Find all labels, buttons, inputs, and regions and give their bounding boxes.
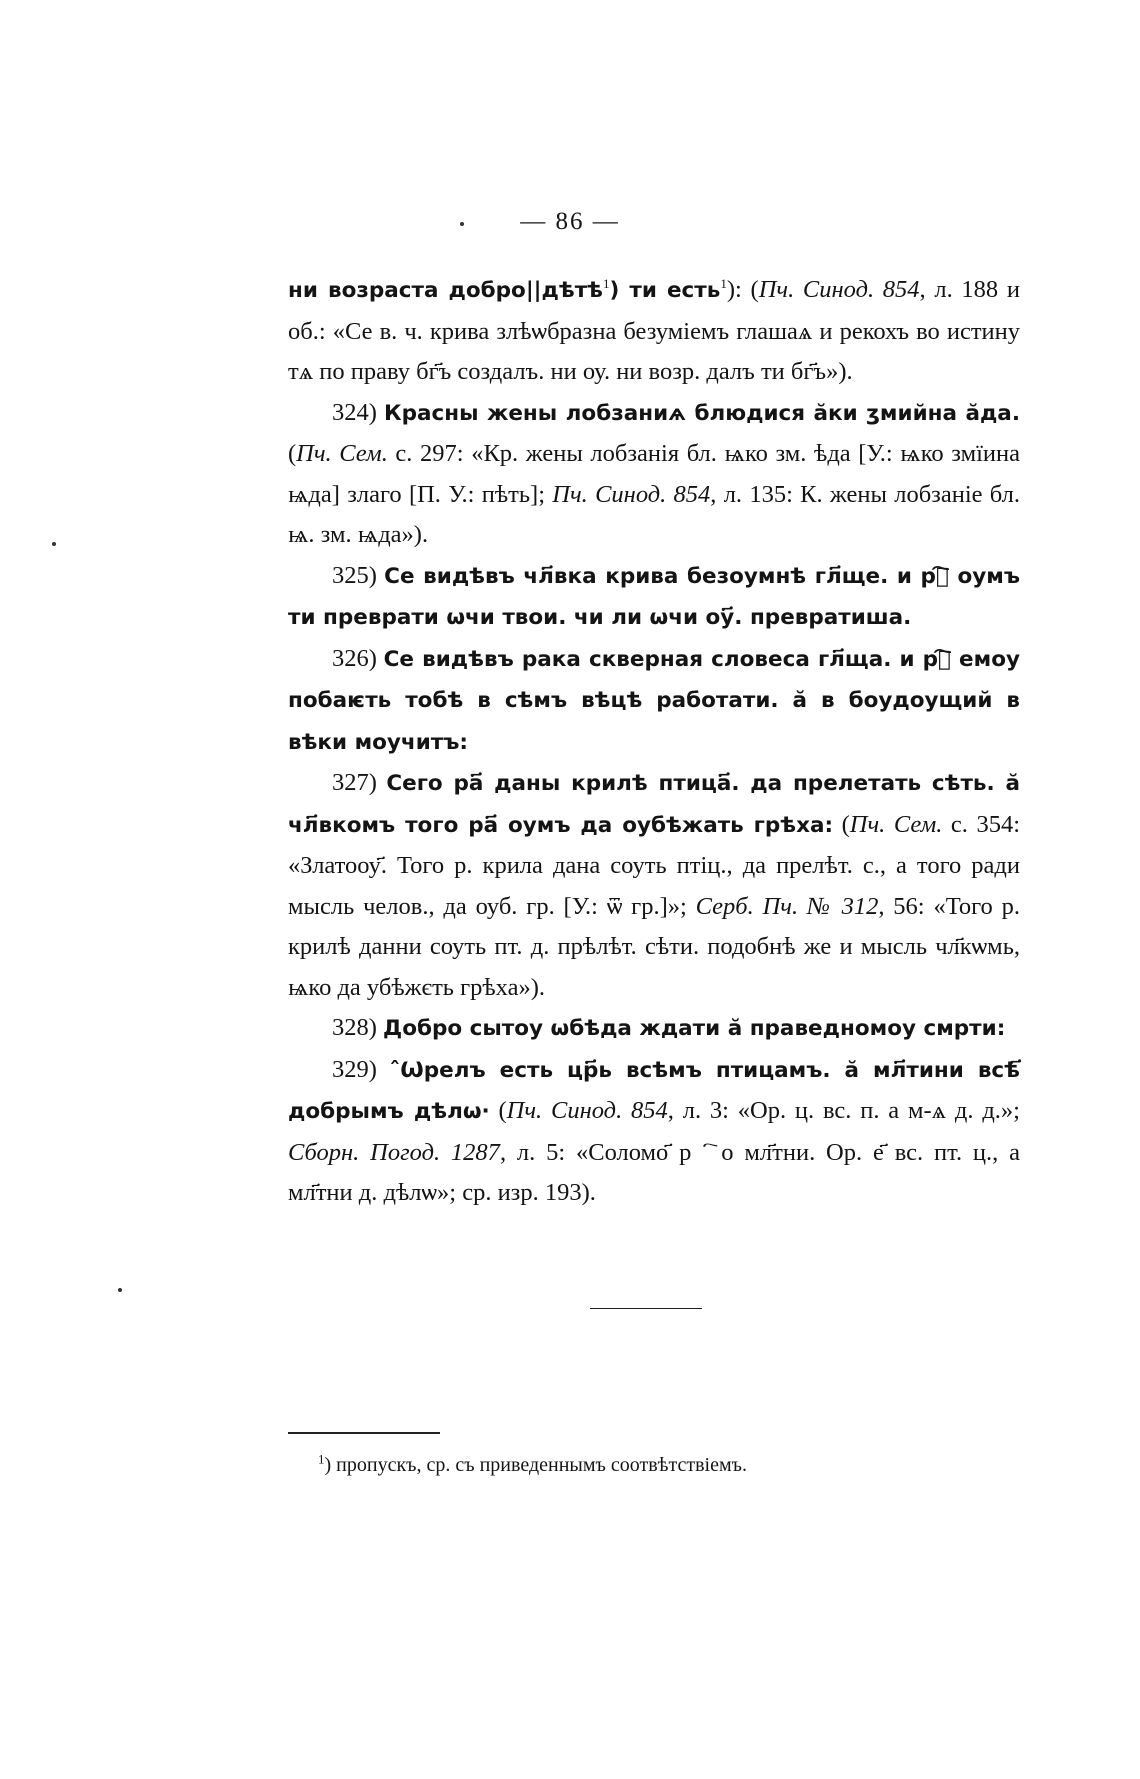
slavonic-text: ни возраста добро||дѣтѣ: [288, 278, 603, 303]
slavonic-text: Се видѣвъ рака скверная словеса гл҃ща. и рⷱ҇ емоу побаѥть тобѣ в сѣмъ вѣцѣ работати. ӑ в боудоущий в вѣки моучитъ:: [288, 646, 1020, 755]
entry-326: [288, 639, 1020, 764]
source-ref: Пч. Сем.: [296, 440, 388, 467]
entry-325: [288, 556, 1020, 639]
text-run: (: [833, 810, 850, 838]
slavonic-text: Се видѣвъ чл҃вка крива безоумнѣ гл҃ще. и рⷱ҇ оумъ ти преврати ѡчи твои. чи ли ѡчи оу҃. превратиша.: [288, 563, 1020, 630]
text-run: с. 297: «Кр. жены лобзанія бл. ѩко зм. ѣда [У.: ѩко змїина ѩда] злаго [П. У.: пѣть];: [288, 440, 1020, 508]
slavonic-text: Сего ра҃ даны крилѣ птица҃. да прелетать сѣть. ӑ чл҃вкомъ того ра҃ оумъ да оубѣжать грѣха:: [288, 771, 1020, 838]
entry-number: 328): [332, 1014, 384, 1041]
source-ref: Серб. Пч. № 312: [695, 892, 879, 920]
footnote-ref: 1: [603, 275, 610, 291]
entry-number: 324): [332, 398, 384, 426]
text-run: , л. 5: «Соломо҃ рⷱ҇ о мл҃тни. Ор. е҃ вс. пт. ц., а мл҃тни д. дѣлѡ»; ср. изр. 193).: [288, 1138, 1021, 1206]
slavonic-text: ˆѠрелъ есть цр҃ь всѣмъ птицамъ. ӑ мл҃тини всѣ҃ добрымъ дѣлѡ·: [288, 1057, 1020, 1124]
entry-number: 325): [332, 561, 385, 589]
text-run: ): (: [726, 276, 759, 303]
source-ref: Пч. Синод. 854: [506, 1097, 668, 1124]
source-ref: Пч. Сем.: [849, 810, 943, 838]
entry-329: [288, 1050, 1020, 1214]
entry-number: 326): [332, 644, 384, 672]
entry-324: [288, 393, 1020, 556]
footnote-text: ) пропускъ, ср. съ приведеннымъ соотвѣтствіемъ.: [324, 1454, 747, 1476]
page-number: — 86 —: [520, 208, 620, 235]
slavonic-text: ) ти есть: [609, 278, 721, 303]
footnote-divider: [288, 1432, 440, 1434]
section-divider: [590, 1308, 702, 1309]
text-run: , л. 135: К. жены лобзаніе бл. ѩ. зм. ѩда»).: [288, 480, 1020, 548]
print-speck: [52, 542, 56, 546]
entry-328: [288, 1008, 1020, 1050]
footnote-ref: 1: [720, 275, 727, 291]
text-run: (: [288, 440, 297, 467]
entry-327: [288, 763, 1020, 1008]
source-ref: Пч. Синод. 854: [758, 276, 920, 303]
entry-number: 329): [332, 1055, 390, 1083]
main-text: [288, 270, 1020, 1214]
text-run: , л. 3: «Ор. ц. вс. п. а м-ѧ д. д.»;: [667, 1097, 1020, 1124]
paragraph-continuation: [288, 270, 1020, 393]
print-speck: [460, 222, 464, 226]
text-run: с. 354: «Златооу҃. Того р. крила дана соуть птіц., да прелѣт. с., а того ради мысль челов., да оуб. гр. [У.: ѿ гр.]»;: [288, 810, 1020, 920]
slavonic-text: Красны жены лобзаниѧ блюдися ӑки ӡмийна ӑда.: [384, 400, 1020, 426]
source-ref: Пч. Синод. 854: [552, 480, 711, 508]
text-run: , л. 188 и об.: «Се в. ч. крива злѣѡбразна безуміемъ глашаѧ и рекохъ во истину тѧ по праву бг҃ъ создалъ. ни оу. ни возр. далъ ти бг҃ъ»).: [288, 276, 1020, 385]
source-ref: Сборн. Погод. 1287: [288, 1138, 500, 1166]
text-run: , 56: «Того р. крилѣ данни соуть пт. д. прѣлѣт. сѣти. подобнѣ же и мысль чл҃кѡмь, ѩко да убѣжєть грѣха»).: [288, 892, 1020, 1001]
print-speck: [118, 1288, 122, 1292]
footnote: [318, 1450, 1018, 1480]
slavonic-text: Добро сытоу ѡбѣда ждати ӑ праведномоу смрти:: [383, 1016, 1006, 1041]
footnote-mark: 1: [318, 1451, 325, 1467]
text-run: (: [489, 1097, 507, 1124]
entry-number: 327): [332, 769, 387, 796]
